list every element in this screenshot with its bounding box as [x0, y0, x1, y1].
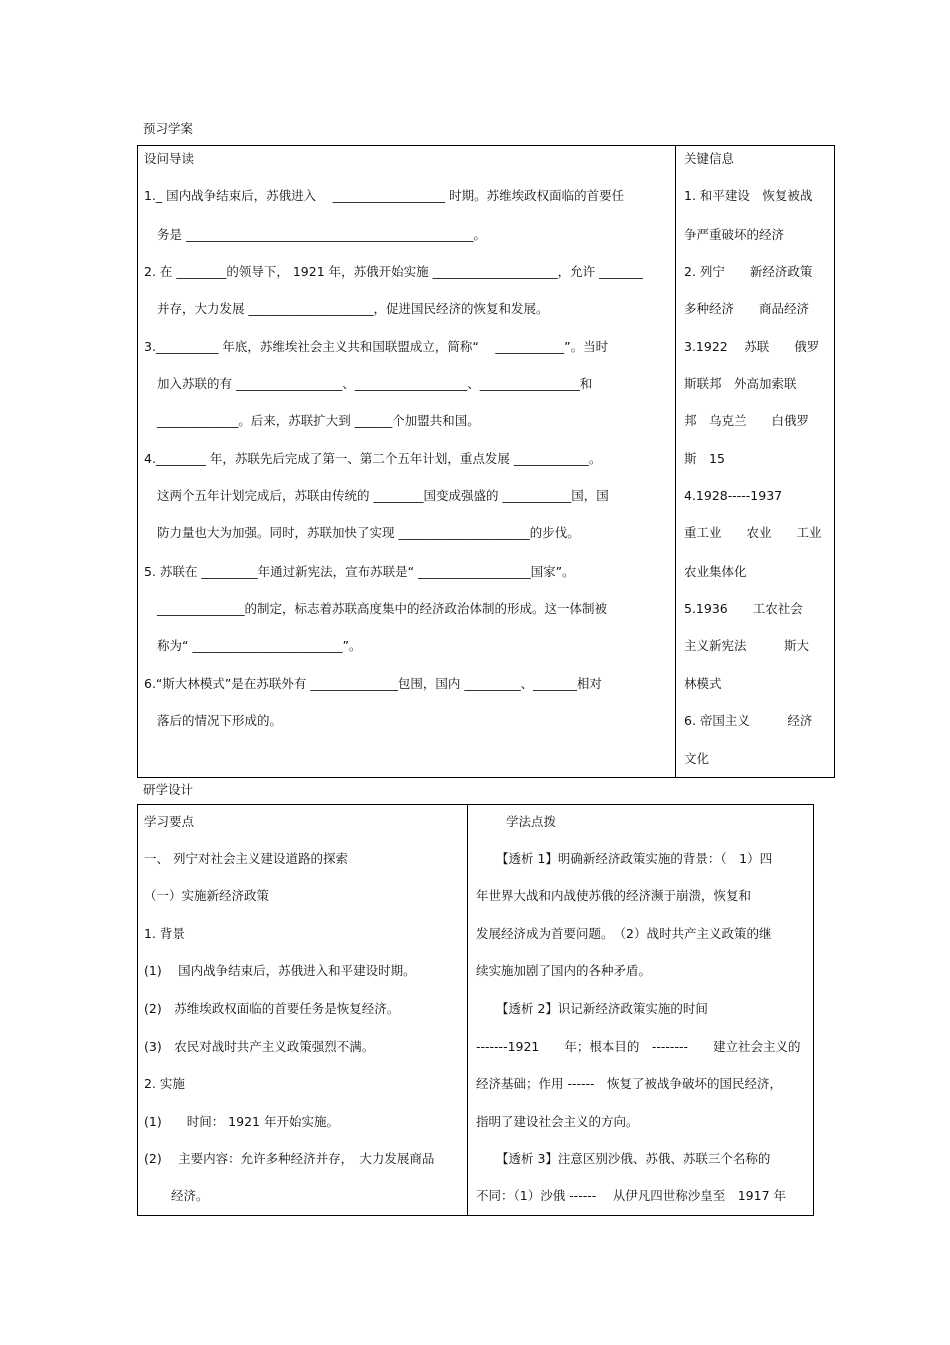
question-line: 5. 苏联在 _________年通过新宪法，宣布苏联是“ __________________国家”。 [144, 564, 575, 579]
question-line: 落后的情况下形成的。 [157, 713, 283, 728]
key-point-line: 1. 背景 [144, 926, 185, 941]
question-line: 4.________ 年，苏联先后完成了第一、第二个五年计划，重点发展 ____________。 [144, 451, 602, 466]
research-section-title: 研学设计 [143, 782, 194, 797]
method-tip-line: 指明了建设社会主义的方向。 [476, 1114, 639, 1129]
question-line: 6.“斯大林模式”是在苏联外有 ______________包围，国内 _________、_______相对 [144, 676, 602, 691]
answer-line: 文化 [684, 751, 710, 766]
question-line: 1._ 国内战争结束后，苏俄进入 __________________ 时期。苏维埃政权面临的首要任 [144, 188, 625, 203]
answer-line: 多种经济 商品经济 [684, 301, 810, 316]
research-right-header: 学法点拨 [506, 814, 557, 829]
key-point-line: 一、 列宁对社会主义建设道路的探索 [144, 851, 348, 866]
question-line: 2. 在 ________的领导下， 1921 年，苏俄开始实施 ____________________，允许 _______ [144, 264, 643, 279]
preview-right-header: 关键信息 [684, 151, 735, 166]
question-line: _____________。后来，苏联扩大到 ______个加盟共和国。 [157, 413, 480, 428]
key-point-line: (3) 农民对战时共产主义政策强烈不满。 [144, 1039, 375, 1054]
question-line: ______________的制定，标志着苏联高度集中的经济政治体制的形成。这一体制被 [157, 601, 608, 616]
method-tip-line: 续实施加剧了国内的各种矛盾。 [476, 963, 652, 978]
key-point-line: (1) 时间： 1921 年开始实施。 [144, 1114, 339, 1129]
method-tip-line: -------1921 年；根本目的 -------- 建立社会主义的 [476, 1039, 801, 1054]
answer-line: 5.1936 工农社会 [684, 601, 803, 616]
answer-line: 6. 帝国主义 经济 [684, 713, 813, 728]
answer-line: 林模式 [684, 676, 722, 691]
method-tip-line: 年世界大战和内战使苏俄的经济濒于崩溃，恢复和 [476, 888, 752, 903]
question-line: 加入苏联的有 _________________、__________________、________________和 [157, 376, 593, 391]
key-point-line: (2) 主要内容：允许多种经济并存， 大力发展商品 [144, 1151, 435, 1166]
research-column-divider [467, 804, 468, 1216]
key-point-line: (1) 国内战争结束后，苏俄进入和平建设时期。 [144, 963, 416, 978]
question-line: 防力量也大为加强。同时，苏联加快了实现 _____________________的步伐。 [157, 525, 580, 540]
answer-line: 主义新宪法 斯大 [684, 638, 810, 653]
question-line: 务是 ______________________________________________。 [157, 227, 486, 242]
answer-line: 邦 乌克兰 白俄罗 [684, 413, 810, 428]
answer-line: 4.1928-----1937 [684, 488, 783, 503]
question-line: 并存，大力发展 ____________________，促进国民经济的恢复和发展。 [157, 301, 549, 316]
question-line: 称为“ ________________________”。 [157, 638, 362, 653]
key-point-line: 经济。 [171, 1188, 209, 1203]
preview-section-title: 预习学案 [143, 121, 194, 136]
key-point-line: (2) 苏维埃政权面临的首要任务是恢复经济。 [144, 1001, 400, 1016]
answer-line: 重工业 农业 工业 [684, 525, 822, 540]
research-left-header: 学习要点 [144, 814, 195, 829]
answer-line: 1. 和平建设 恢复被战 [684, 188, 813, 203]
answer-line: 2. 列宁 新经济政策 [684, 264, 813, 279]
method-tip-line: 发展经济成为首要问题。 （2）战时共产主义政策的继 [476, 926, 772, 941]
answer-line: 3.1922 苏联 俄罗 [684, 339, 820, 354]
answer-line: 斯 15 [684, 451, 725, 466]
method-tip-line: 经济基础；作用 ------ 恢复了被战争破坏的国民经济， [476, 1076, 783, 1091]
method-tip-line: 【透析 2】识记新经济政策实施的时间 [496, 1001, 708, 1016]
answer-line: 争严重破坏的经济 [684, 227, 785, 242]
method-tip-line: 【透析 1】明确新经济政策实施的背景：（ 1）四 [496, 851, 773, 866]
method-tip-line: 不同：（1）沙俄 ------ 从伊凡四世称沙皇至 1917 年 [476, 1188, 786, 1203]
answer-line: 斯联邦 外高加索联 [684, 376, 797, 391]
question-line: 3.__________ 年底，苏维埃社会主义共和国联盟成立，简称“ ___________”。当时 [144, 339, 609, 354]
key-point-line: （一）实施新经济政策 [144, 888, 270, 903]
question-line: 这两个五年计划完成后，苏联由传统的 ________国变成强盛的 ___________国，国 [157, 488, 609, 503]
key-point-line: 2. 实施 [144, 1076, 185, 1091]
method-tip-line: 【透析 3】注意区别沙俄、苏俄、苏联三个名称的 [496, 1151, 771, 1166]
preview-left-header: 设问导读 [144, 151, 195, 166]
answer-line: 农业集体化 [684, 564, 747, 579]
preview-column-divider [675, 145, 676, 778]
